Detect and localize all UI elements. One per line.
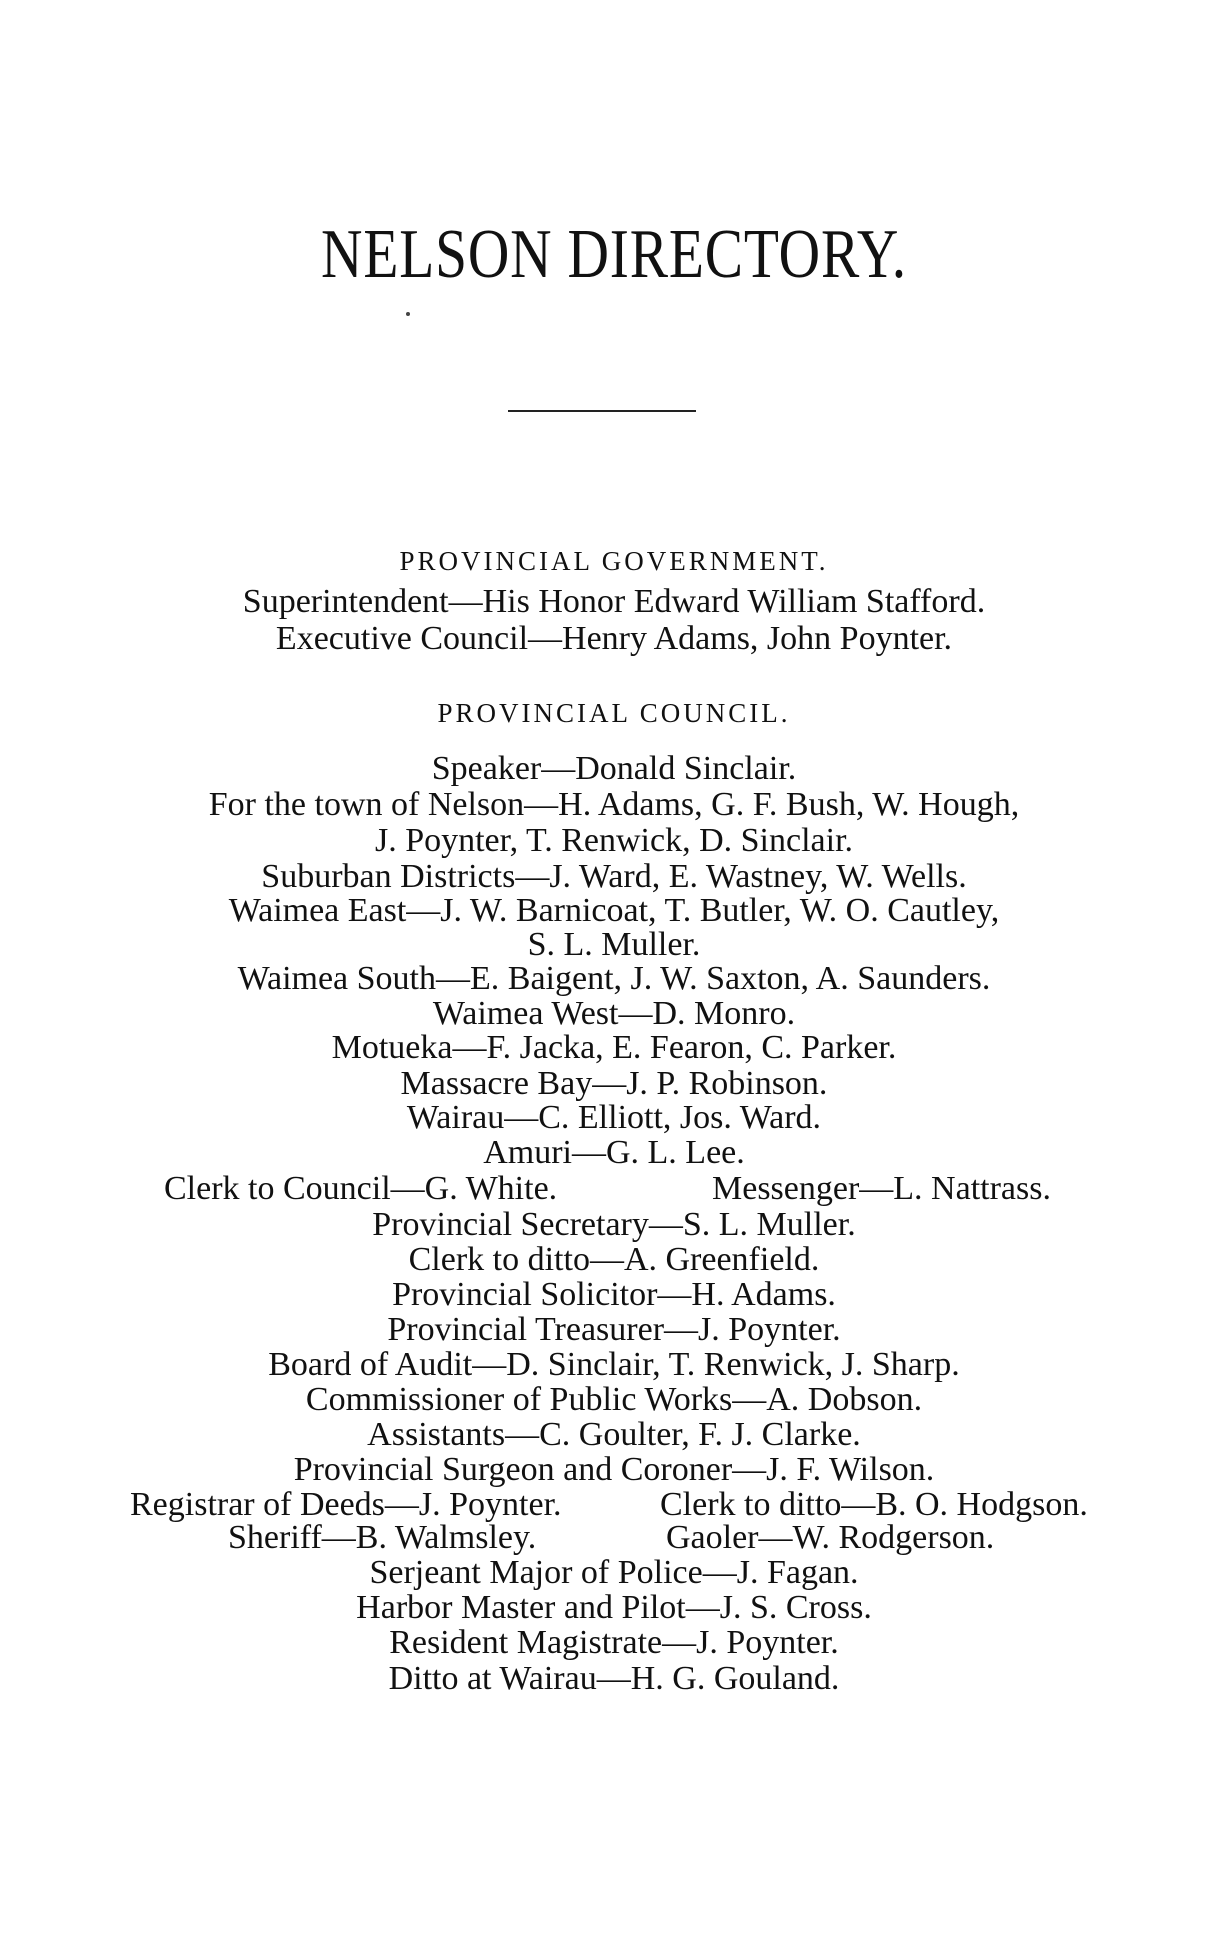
- officer-line: Clerk to ditto—A. Greenfield.: [408, 1241, 820, 1278]
- registrar-of-deeds: Registrar of Deeds—J. Poynter.: [130, 1486, 562, 1523]
- government-line: Executive Council—Henry Adams, John Poynter.: [275, 620, 953, 657]
- council-line: For the town of Nelson—H. Adams, G. F. Bush, W. Hough,: [208, 786, 1020, 823]
- officer-line: Commissioner of Public Works—A. Dobson.: [305, 1381, 923, 1418]
- officer-line: Provincial Surgeon and Coroner—J. F. Wilson.: [293, 1451, 935, 1488]
- officer-line: Provincial Secretary—S. L. Muller.: [372, 1206, 856, 1243]
- council-line: J. Poynter, T. Renwick, D. Sinclair.: [374, 822, 854, 859]
- page-title: NELSON DIRECTORY.: [321, 216, 907, 293]
- title-rule: [508, 410, 696, 412]
- final-line: Serjeant Major of Police—J. Fagan.: [369, 1554, 859, 1591]
- officer-line: Provincial Solicitor—H. Adams.: [392, 1276, 836, 1313]
- council-line: Waimea East—J. W. Barnicoat, T. Butler, W. O. Cautley,: [228, 892, 1000, 929]
- stray-dot: [406, 312, 410, 316]
- council-line: Waimea West—D. Monro.: [432, 995, 796, 1032]
- officer-line: Provincial Treasurer—J. Poynter.: [387, 1311, 841, 1348]
- council-line: Motueka—F. Jacka, E. Fearon, C. Parker.: [331, 1029, 897, 1066]
- council-line: Suburban Districts—J. Ward, E. Wastney, W. Wells.: [261, 858, 967, 895]
- council-line: Speaker—Donald Sinclair.: [431, 750, 797, 787]
- gaoler: Gaoler—W. Rodgerson.: [666, 1519, 995, 1556]
- final-line: Harbor Master and Pilot—J. S. Cross.: [356, 1589, 872, 1626]
- registrar-clerk: Clerk to ditto—B. O. Hodgson.: [660, 1486, 1088, 1523]
- final-line: Ditto at Wairau—H. G. Gouland.: [388, 1660, 840, 1697]
- council-line: Waimea South—E. Baigent, J. W. Saxton, A. Saunders.: [237, 960, 991, 997]
- council-line: Amuri—G. L. Lee.: [483, 1134, 745, 1171]
- final-line: Resident Magistrate—J. Poynter.: [389, 1624, 839, 1661]
- council-line: Massacre Bay—J. P. Robinson.: [400, 1065, 828, 1102]
- officer-line: Assistants—C. Goulter, F. J. Clarke.: [367, 1416, 861, 1453]
- council-line: S. L. Muller.: [527, 926, 701, 963]
- council-line: Wairau—C. Elliott, Jos. Ward.: [406, 1099, 822, 1136]
- sheriff: Sheriff—B. Walmsley.: [228, 1519, 537, 1556]
- officer-line: Board of Audit—D. Sinclair, T. Renwick, J. Sharp.: [268, 1346, 960, 1383]
- provincial-council-heading: PROVINCIAL COUNCIL.: [437, 698, 791, 728]
- clerk-to-council: Clerk to Council—G. White.: [164, 1170, 558, 1207]
- messenger: Messenger—L. Nattrass.: [712, 1170, 1051, 1207]
- government-line: Superintendent—His Honor Edward William Stafford.: [242, 583, 986, 620]
- provincial-government-heading: PROVINCIAL GOVERNMENT.: [399, 546, 829, 576]
